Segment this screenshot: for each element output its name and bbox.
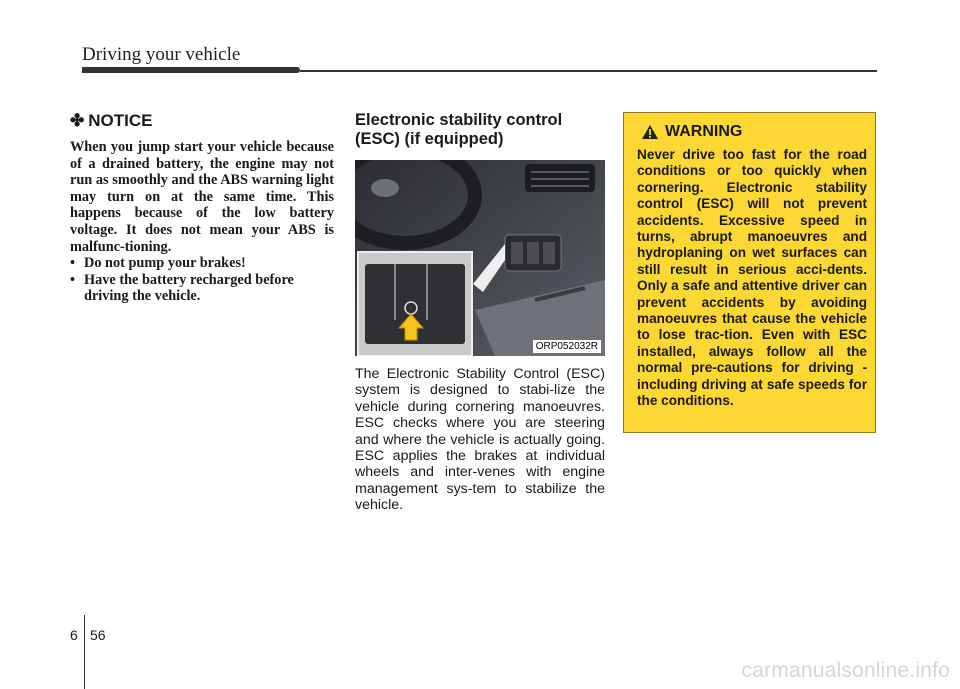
- list-item: • Have the battery recharged before driving the vehicle.: [70, 271, 294, 305]
- section-number: 6: [70, 627, 78, 643]
- warning-heading-text: WARNING: [665, 123, 743, 140]
- notice-section: [70, 111, 334, 305]
- page-number: 56: [90, 627, 106, 643]
- header-rule: [300, 70, 877, 72]
- warning-box: [623, 112, 876, 433]
- dashboard-illustration: [355, 160, 605, 356]
- header-bar: [82, 67, 300, 73]
- cross-star-icon: ✤: [70, 111, 85, 130]
- notice-heading: [70, 111, 334, 131]
- warning-triangle-icon: [641, 124, 659, 140]
- warning-heading: [637, 123, 867, 141]
- figure-caption: ORP052032R: [533, 340, 601, 353]
- page-header-title: Driving your vehicle: [82, 44, 241, 65]
- notice-body: When you jump start your vehicle because of a drained battery, the engine may not run as smoothly and the ABS warning light may turn on at the same time. This happens because of the low battery voltage. It does not mean your ABS is malfunc-tioning.: [70, 139, 334, 255]
- notice-heading-text: NOTICE: [88, 111, 153, 130]
- footer-rule: [84, 615, 85, 689]
- esc-section: [355, 111, 605, 514]
- warning-body: Never drive too fast for the road conditions or too quickly when cornering. Electronic stability control (ESC) will not prevent accidents. Excessive speed in turns, abrupt manoeuvres and hydroplaning on wet surfaces can still result in serious acci-dents. Only a safe and attentive driver can prevent accidents by avoiding manoeuvres that cause the vehicle to lose trac-tion. Even with ESC installed, always follow all the normal pre-cautions for driving - including driving at safe speeds for the conditions.: [637, 147, 867, 409]
- list-item: • Do not pump your brakes!: [70, 255, 246, 272]
- notice-bullets: [70, 255, 334, 305]
- esc-dashboard-photo: [355, 160, 605, 356]
- watermark: carmanualsonline.info: [741, 659, 950, 682]
- esc-body: The Electronic Stability Control (ESC) system is designed to stabi-lize the vehicle during cornering manoeuvres. ESC checks where you are steering and where the vehicle is actually going. ESC applies the brakes at individual wheels and inter-venes with engine management sys-tem to stabilize the vehicle.: [355, 366, 605, 514]
- esc-title: Electronic stability control (ESC) (if equipped): [355, 111, 563, 148]
